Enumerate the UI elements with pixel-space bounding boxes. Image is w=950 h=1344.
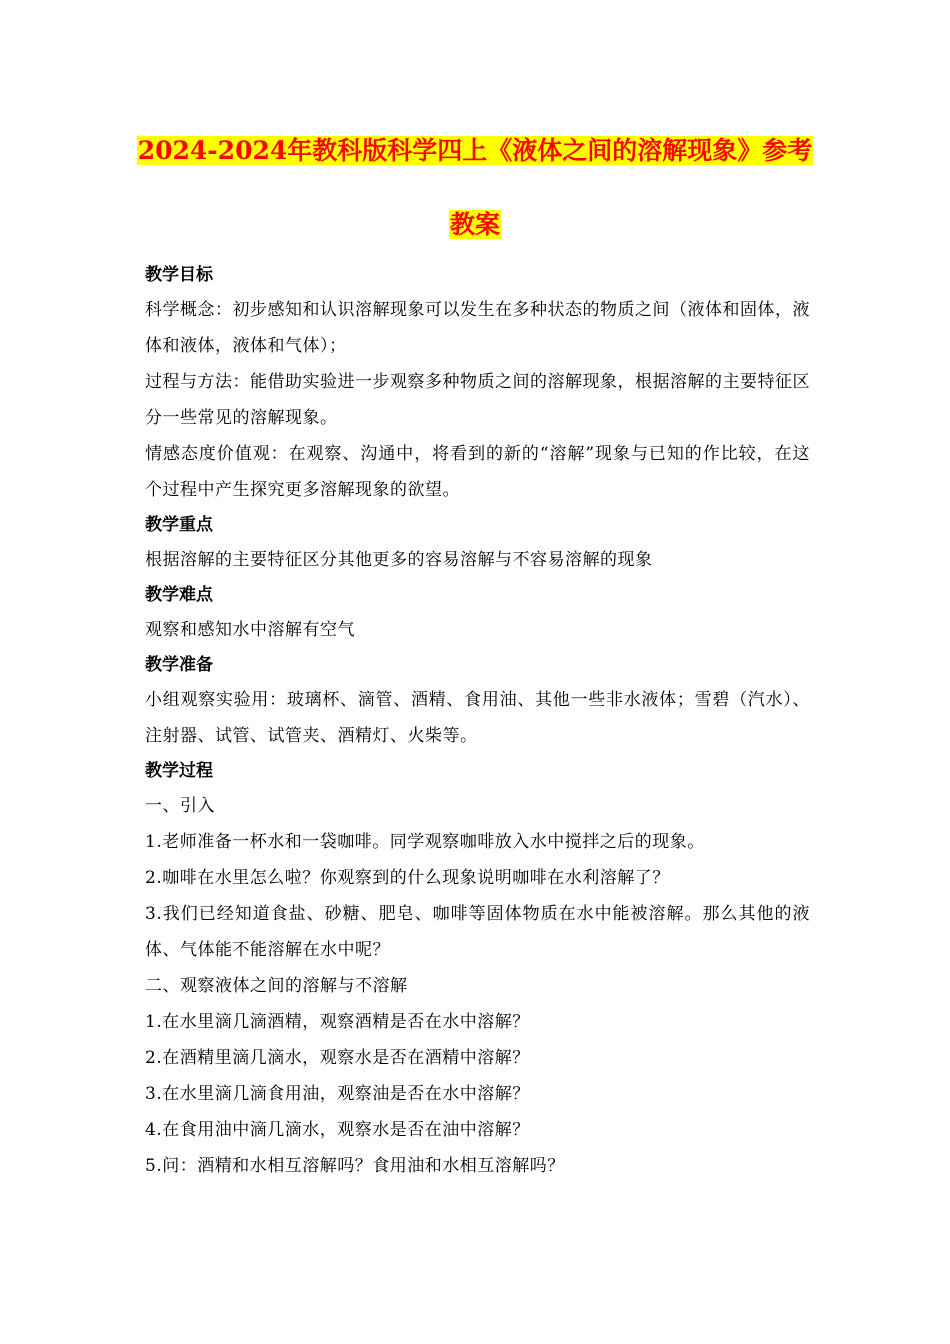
process-part2-title: 二、观察液体之间的溶解与不溶解 xyxy=(145,976,408,996)
goals-process-method: 过程与方法：能借助实验进一步观察多种物质之间的溶解现象，根据溶解的主要特征区分一些常见的溶解现象。 xyxy=(145,372,810,428)
process-part2-item: 1.在水里滴几滴酒精，观察酒精是否在水中溶解？ xyxy=(145,1012,530,1032)
process-part2-item: 2.在酒精里滴几滴水，观察水是否在酒精中溶解？ xyxy=(145,1048,530,1068)
section-heading-key-points: 教学重点 xyxy=(145,515,213,535)
key-points-text: 根据溶解的主要特征区分其他更多的容易溶解与不容易溶解的现象 xyxy=(145,550,653,570)
process-part2-item: 3.在水里滴几滴食用油，观察油是否在水中溶解？ xyxy=(145,1084,530,1104)
goals-science-concept: 科学概念：初步感知和认识溶解现象可以发生在多种状态的物质之间（液体和固体，液体和液体，液体和气体）； xyxy=(145,300,810,356)
difficulties-text: 观察和感知水中溶解有空气 xyxy=(145,620,355,640)
section-heading-goals: 教学目标 xyxy=(145,265,213,285)
section-heading-process: 教学过程 xyxy=(145,761,213,781)
process-part1-item: 2.咖啡在水里怎么啦？你观察到的什么现象说明咖啡在水利溶解了？ xyxy=(145,868,670,888)
preparation-text: 小组观察实验用：玻璃杯、滴管、酒精、食用油、其他一些非水液体；雪碧（汽水）、注射器、试管、试管夹、酒精灯、火柴等。 xyxy=(145,690,810,746)
process-part1-item: 3.我们已经知道食盐、砂糖、肥皂、咖啡等固体物质在水中能被溶解。那么其他的液体、气体能不能溶解在水中呢？ xyxy=(145,904,810,960)
document-title-line-2 xyxy=(0,208,950,242)
process-part1-item: 1.老师准备一杯水和一袋咖啡。同学观察咖啡放入水中搅拌之后的现象。 xyxy=(145,832,705,852)
document-title-text-2: 教案 xyxy=(449,210,500,239)
process-part1-title: 一、引入 xyxy=(145,796,215,816)
document-title-line-1 xyxy=(0,134,950,168)
process-part2-item: 5.问：酒精和水相互溶解吗？食用油和水相互溶解吗？ xyxy=(145,1156,565,1176)
goals-attitude-values: 情感态度价值观：在观察、沟通中，将看到的新的“溶解”现象与已知的作比较，在这个过程中产生探究更多溶解现象的欲望。 xyxy=(145,444,810,500)
document-body xyxy=(145,258,810,1184)
process-part2-item: 4.在食用油中滴几滴水，观察水是否在油中溶解？ xyxy=(145,1120,530,1140)
document-title-text-1: 2024-2024年教科版科学四上《液体之间的溶解现象》参考 xyxy=(137,136,813,165)
section-heading-difficulties: 教学难点 xyxy=(145,585,213,605)
section-heading-preparation: 教学准备 xyxy=(145,655,213,675)
